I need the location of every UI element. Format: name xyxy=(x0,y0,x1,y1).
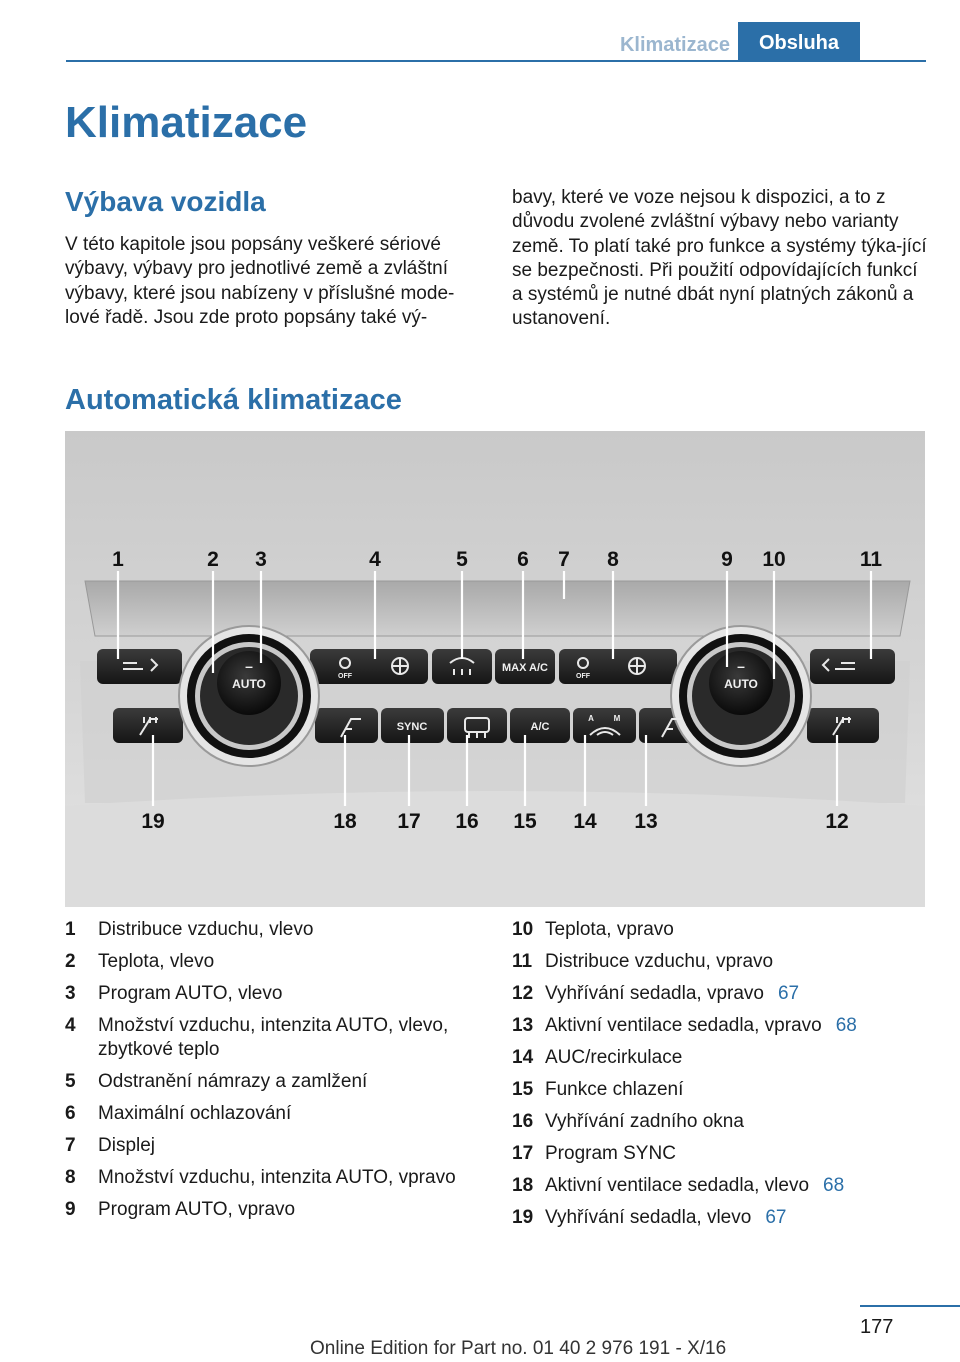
fan-left-icon xyxy=(392,658,408,674)
legend-text: Program SYNC xyxy=(545,1143,676,1164)
callout-label-4: 4 xyxy=(369,548,381,571)
callout-label-17: 17 xyxy=(397,810,421,833)
legend-number: 19 xyxy=(512,1207,534,1228)
climate-heading: Automatická klimatizace xyxy=(65,384,402,416)
legend-number: 13 xyxy=(512,1015,534,1036)
legend-item xyxy=(512,918,932,942)
legend-number: 6 xyxy=(65,1103,76,1124)
callout-label-18: 18 xyxy=(333,810,357,833)
legend-number: 1 xyxy=(65,919,76,940)
callout-label-3: 3 xyxy=(255,548,267,571)
legend-text: Distribuce vzduchu, vlevo xyxy=(98,919,314,940)
legend-page-ref[interactable]: 68 xyxy=(835,1015,857,1036)
legend-number: 5 xyxy=(65,1071,76,1092)
legend-text: Vyhřívání sedadla, vpravo 67 xyxy=(545,983,800,1004)
legend-number: 12 xyxy=(512,983,534,1004)
left-minus-label: – xyxy=(245,658,253,674)
page-title: Klimatizace xyxy=(65,98,308,147)
legend-text: Aktivní ventilace sedadla, vpravo 68 xyxy=(545,1015,857,1036)
callout-label-12: 12 xyxy=(825,810,849,833)
legend-text: Program AUTO, vlevo xyxy=(98,983,283,1004)
callout-label-1: 1 xyxy=(112,548,124,571)
left-auto-label: AUTO xyxy=(232,677,266,691)
right-minus-label: – xyxy=(737,658,745,674)
legend-text: Program AUTO, vpravo xyxy=(98,1199,296,1220)
legend-item xyxy=(65,950,485,974)
callout-label-5: 5 xyxy=(456,548,468,571)
legend-item xyxy=(512,1142,932,1166)
legend-item xyxy=(512,1206,932,1230)
legend-item xyxy=(512,950,932,974)
legend-number: 11 xyxy=(512,951,533,972)
legend-right xyxy=(512,918,932,1238)
legend-number: 8 xyxy=(65,1167,76,1188)
callout-label-19: 19 xyxy=(141,810,165,833)
legend-number: 18 xyxy=(512,1175,534,1196)
auc-a-label: A xyxy=(588,714,594,723)
legend-text: AUC/recirkulace xyxy=(545,1047,683,1068)
legend-number: 7 xyxy=(65,1135,76,1156)
climate-control-figure xyxy=(65,431,925,907)
legend-item xyxy=(512,1046,932,1070)
footer-edition: Online Edition for Part no. 01 40 2 976 191 - X/16 xyxy=(310,1338,727,1359)
legend-text: Odstranění námrazy a zamlžení xyxy=(98,1071,368,1092)
right-off-label: OFF xyxy=(576,673,590,680)
legend-text: Funkce chlazení xyxy=(545,1079,684,1100)
legend-item xyxy=(512,1174,932,1198)
left-knob xyxy=(179,626,319,766)
callout-label-9: 9 xyxy=(721,548,733,571)
callout-label-16: 16 xyxy=(455,810,479,833)
legend-page-ref[interactable]: 67 xyxy=(777,983,800,1004)
right-auto-label: AUTO xyxy=(724,677,758,691)
callout-label-14: 14 xyxy=(573,810,597,833)
ac-label: A/C xyxy=(530,721,550,733)
legend-number: 3 xyxy=(65,983,76,1004)
legend-item xyxy=(65,1102,485,1126)
equipment-heading: Výbava vozidla xyxy=(65,186,266,217)
legend-left xyxy=(65,918,485,1230)
callout-label-7: 7 xyxy=(558,548,570,571)
legend-item xyxy=(512,982,932,1006)
header-section: Klimatizace xyxy=(619,34,730,56)
auc-m-label: M xyxy=(613,714,621,723)
callout-label-6: 6 xyxy=(517,548,529,571)
callout-label-13: 13 xyxy=(634,810,658,833)
legend-text: Množství vzduchu, intenzita AUTO, vpravo xyxy=(98,1167,456,1188)
legend-number: 17 xyxy=(512,1143,534,1164)
callout-label-8: 8 xyxy=(607,548,619,571)
legend-number: 9 xyxy=(65,1199,76,1220)
legend-item xyxy=(65,982,485,1006)
page-number-rule xyxy=(860,1305,960,1307)
legend-text: Displej xyxy=(98,1135,156,1156)
legend-text: Aktivní ventilace sedadla, vlevo 68 xyxy=(545,1175,845,1196)
legend-text: Maximální ochlazování xyxy=(98,1103,292,1124)
equipment-text-right: bavy, které ve voze nejsou k dispozici, a to z důvodu zvolené zvláštní výbavy nebo varianty země. To platí také pro funkce a systémy týka‐jící se bezpečnosti. Při použití odpovídajících funkcí a systémů je nutné dbát nyní platných zákonů a ustanovení. xyxy=(512,187,927,330)
header-tab: Obsluha xyxy=(738,22,860,62)
legend-text: Teplota, vpravo xyxy=(545,919,674,940)
legend-item xyxy=(65,1134,485,1158)
callout-label-10: 10 xyxy=(762,548,786,571)
legend-text: Teplota, vlevo xyxy=(98,951,215,972)
legend-item xyxy=(512,1014,932,1038)
callout-label-15: 15 xyxy=(513,810,537,833)
legend-item xyxy=(512,1078,932,1102)
legend-text: Vyhřívání zadního okna xyxy=(545,1111,744,1132)
sync-label: SYNC xyxy=(396,721,428,733)
legend-item xyxy=(65,1014,485,1062)
legend-item xyxy=(65,1166,485,1190)
legend-number: 14 xyxy=(512,1047,534,1068)
page-number: 177 xyxy=(860,1316,894,1338)
legend-page-ref[interactable]: 67 xyxy=(765,1207,787,1228)
legend-number: 10 xyxy=(512,919,534,940)
equipment-text-left: V této kapitole jsou popsány veškeré sériové výbavy, výbavy pro jednotlivé země a zvláštní výbavy, které jsou nabízeny v příslušné mode‐lové řadě. Jsou zde proto popsány také vý‐ xyxy=(65,234,455,328)
legend-item xyxy=(65,918,485,942)
legend-number: 2 xyxy=(65,951,76,972)
legend-number: 15 xyxy=(512,1079,534,1100)
legend-text: Množství vzduchu, intenzita AUTO, vlevo, zbytkové teplo xyxy=(98,1015,449,1060)
legend-text: Distribuce vzduchu, vpravo xyxy=(545,951,774,972)
legend-number: 16 xyxy=(512,1111,534,1132)
callout-label-11: 11 xyxy=(859,548,883,571)
left-off-label: OFF xyxy=(338,673,352,680)
legend-item xyxy=(512,1110,932,1134)
legend-item xyxy=(65,1070,485,1094)
callout-label-2: 2 xyxy=(207,548,219,571)
right-knob xyxy=(671,626,811,766)
legend-text: Vyhřívání sedadla, vlevo 67 xyxy=(545,1207,787,1228)
legend-number: 4 xyxy=(65,1015,76,1036)
legend-page-ref[interactable]: 68 xyxy=(823,1175,845,1196)
max-ac-label: MAX A/C xyxy=(501,662,549,674)
fan-right-icon xyxy=(629,658,645,674)
legend-item xyxy=(65,1198,485,1222)
